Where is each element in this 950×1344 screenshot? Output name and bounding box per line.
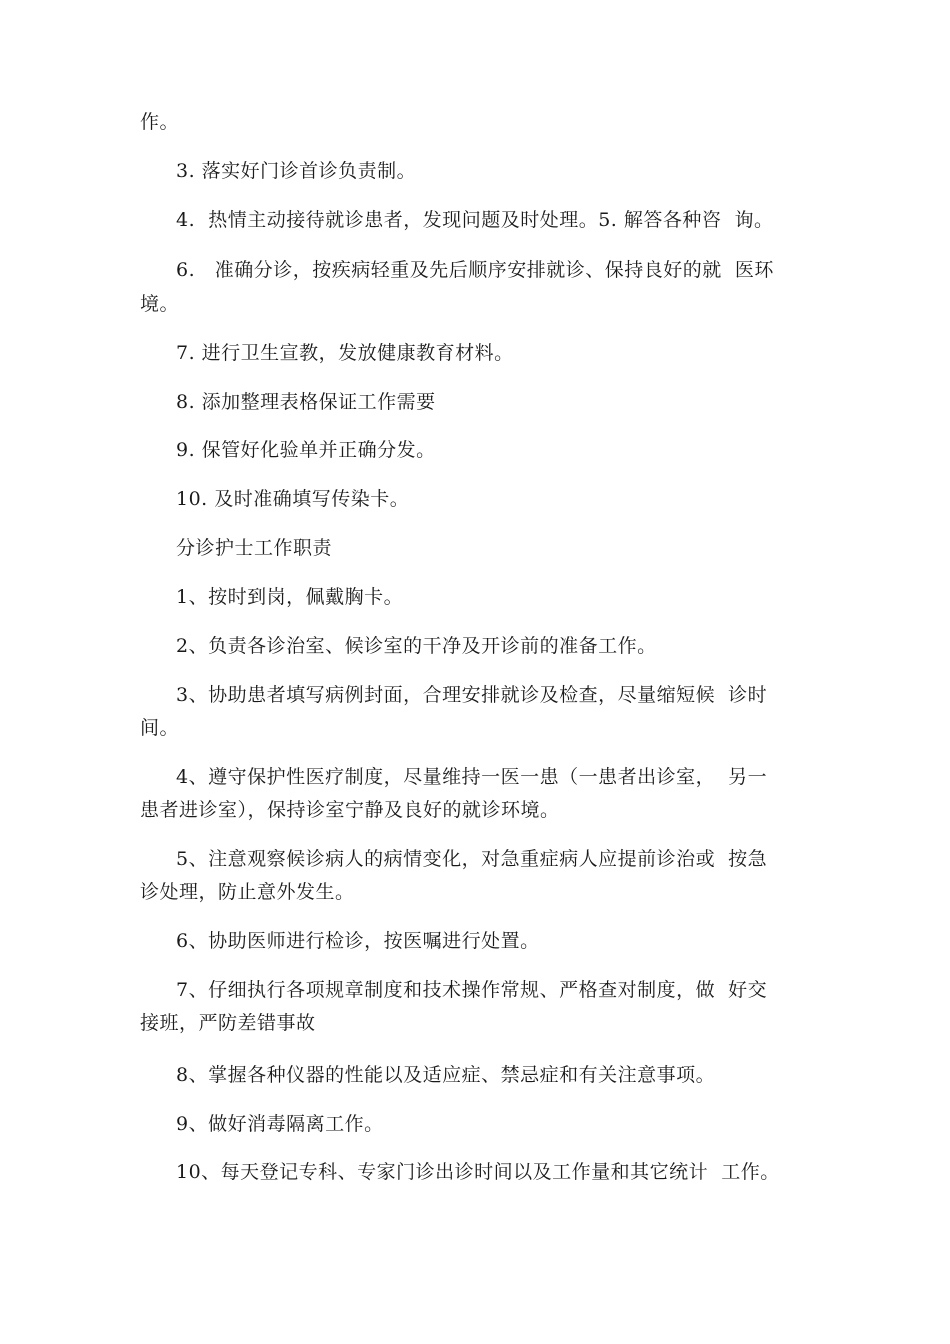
- text-line: 诊处理，防止意外发生。: [140, 881, 355, 903]
- text-line: 10、每天登记专科、专家门诊出诊时间以及工作量和其它统计 工作。: [176, 1161, 780, 1183]
- text-line: 1、按时到岗，佩戴胸卡。: [176, 586, 404, 608]
- text-line: 8、掌握各种仪器的性能以及适应症、禁忌症和有关注意事项。: [176, 1064, 716, 1086]
- text-line: 9、做好消毒隔离工作。: [176, 1113, 384, 1135]
- text-line: 7. 进行卫生宣教，发放健康教育材料。: [176, 342, 514, 364]
- text-line: 9. 保管好化验单并正确分发。: [176, 439, 436, 461]
- text-line: 6. 准确分诊，按疾病轻重及先后顺序安排就诊、保持良好的就 医环: [176, 259, 774, 281]
- text-line: 8. 添加整理表格保证工作需要: [176, 391, 436, 413]
- text-line: 4、遵守保护性医疗制度，尽量维持一医一患（一患者出诊室， 另一: [176, 766, 768, 788]
- text-line: 3. 落实好门诊首诊负责制。: [176, 160, 417, 182]
- text-line: 间。: [140, 717, 180, 739]
- text-line: 7、仔细执行各项规章制度和技术操作常规、严格查对制度，做 好交: [176, 979, 768, 1001]
- text-line: 10. 及时准确填写传染卡。: [176, 488, 410, 510]
- text-line: 患者进诊室），保持诊室宁静及良好的就诊环境。: [140, 799, 560, 821]
- section-heading: 分诊护士工作职责: [176, 537, 333, 559]
- text-line: 2、负责各诊治室、候诊室的干净及开诊前的准备工作。: [176, 635, 657, 657]
- text-line: 6、协助医师进行检诊，按医嘱进行处置。: [176, 930, 540, 952]
- text-line: 5、注意观察候诊病人的病情变化，对急重症病人应提前诊治或 按急: [176, 848, 768, 870]
- text-line: 接班，严防差错事故: [140, 1012, 316, 1034]
- text-line: 4. 热情主动接待就诊患者，发现问题及时处理。5. 解答各种咨 询。: [176, 209, 774, 231]
- text-line: 作。: [140, 111, 180, 133]
- text-line: 3、协助患者填写病例封面，合理安排就诊及检查，尽量缩短候 诊时: [176, 684, 768, 706]
- text-line: 境。: [140, 293, 180, 315]
